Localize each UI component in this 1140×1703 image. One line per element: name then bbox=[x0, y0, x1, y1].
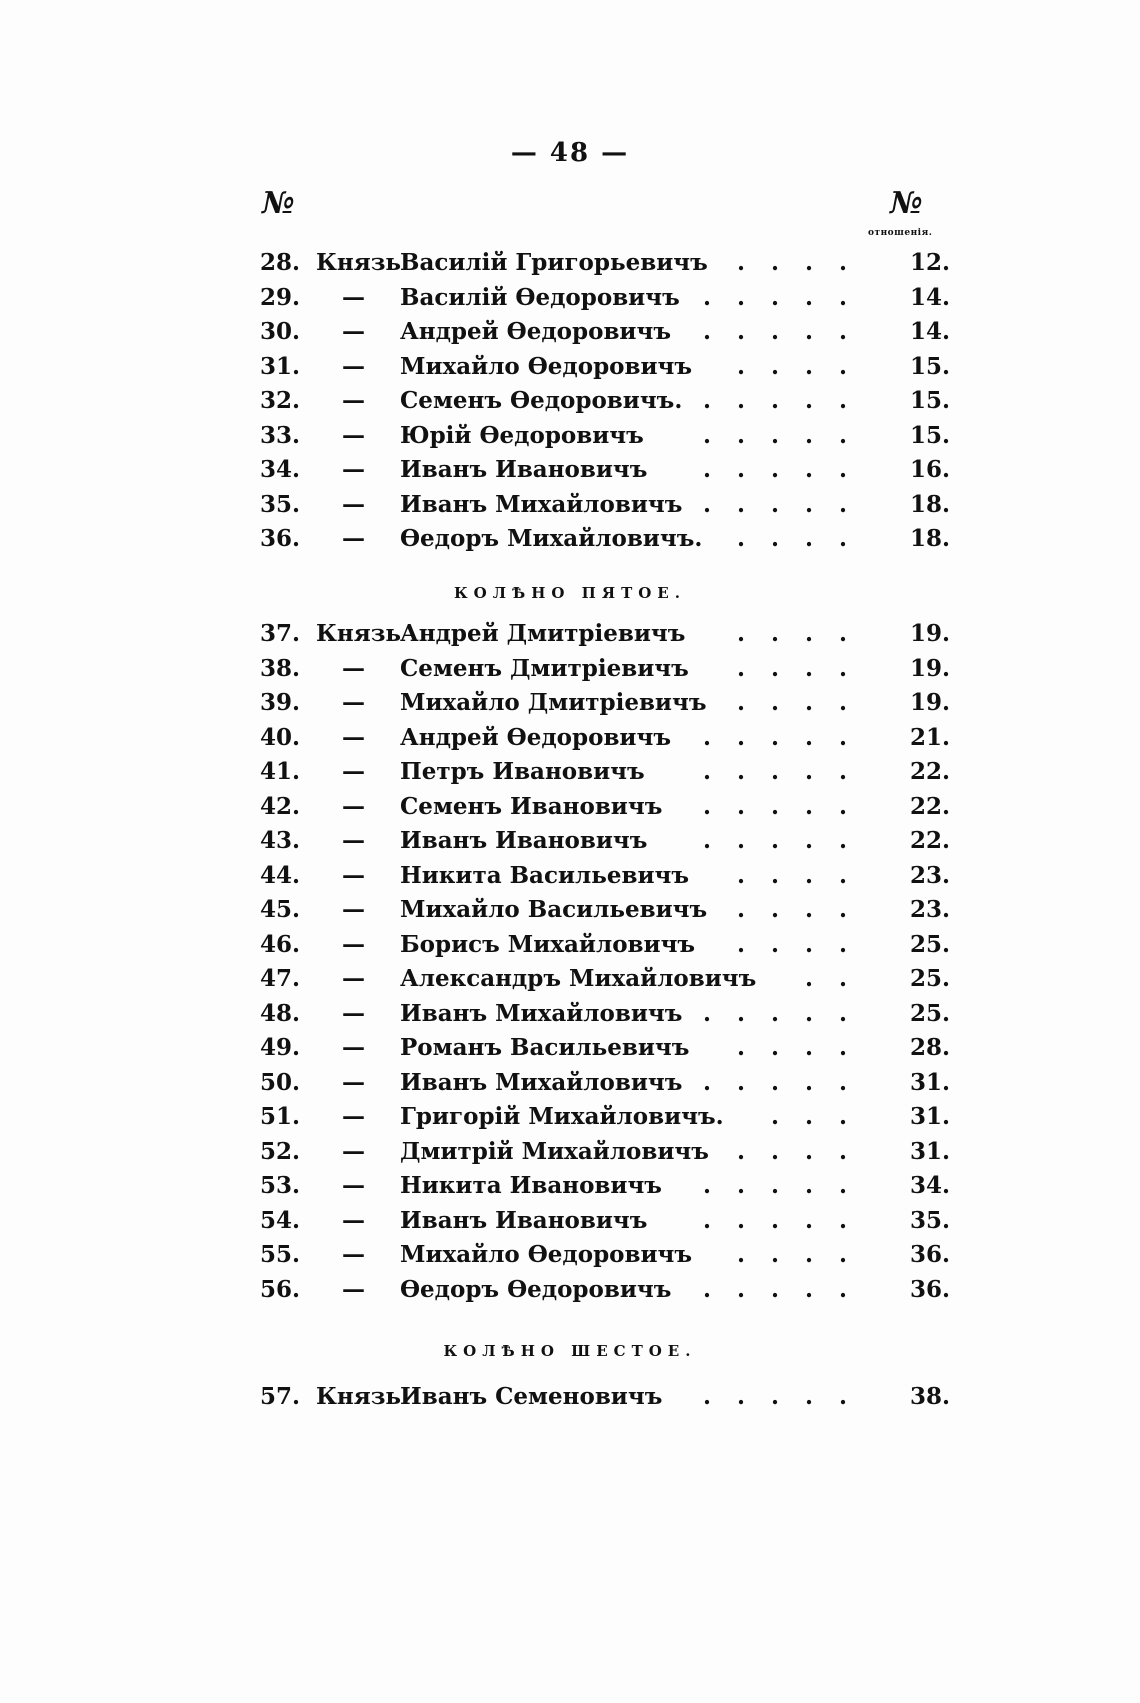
leader-dots: . . . . . bbox=[702, 792, 847, 820]
entry-reference: 19. bbox=[909, 689, 950, 716]
entry-number: 30. bbox=[260, 318, 301, 345]
entry-name: Иванъ Михайловичъ bbox=[400, 1068, 683, 1096]
entry-reference: 35. bbox=[909, 1206, 950, 1234]
entry-row bbox=[260, 350, 950, 384]
leader-dots: . . . . . bbox=[702, 456, 847, 483]
entry-reference: 28. bbox=[909, 1034, 950, 1061]
entry-dash: — bbox=[342, 318, 365, 345]
entry-name: Иванъ Ивановичъ bbox=[400, 456, 648, 483]
entry-dash: — bbox=[342, 1275, 365, 1303]
entry-reference: 34. bbox=[909, 1172, 950, 1199]
entry-row bbox=[260, 488, 950, 522]
entry-title: Князь bbox=[316, 249, 402, 276]
entry-reference: 15. bbox=[909, 352, 950, 380]
entry-name: Семенъ Дмитріевичъ bbox=[400, 654, 689, 682]
leader-dots: . . . . . bbox=[702, 490, 847, 518]
entry-number: 36. bbox=[260, 525, 301, 552]
entry-number: 44. bbox=[260, 861, 301, 889]
leader-dots: . . . . . bbox=[702, 1206, 847, 1234]
page-number: — 48 — bbox=[510, 138, 630, 168]
leader-dots: . . . . bbox=[736, 1137, 847, 1165]
entry-dash: — bbox=[342, 421, 365, 449]
leader-dots: . . . . . bbox=[702, 723, 847, 751]
entry-dash: — bbox=[342, 1137, 365, 1165]
entry-number: 33. bbox=[260, 421, 301, 449]
entry-row bbox=[260, 997, 950, 1031]
entry-dash: — bbox=[342, 758, 365, 785]
entry-row bbox=[260, 315, 950, 349]
entry-number: 55. bbox=[260, 1241, 301, 1268]
entry-name: Андрей Дмитріевичъ bbox=[400, 620, 686, 647]
entry-row bbox=[260, 1100, 950, 1134]
entry-name: Григорій Михайловичъ. bbox=[400, 1103, 724, 1130]
entry-number: 40. bbox=[260, 723, 301, 751]
entry-number: 46. bbox=[260, 930, 301, 958]
entry-number: 45. bbox=[260, 896, 301, 923]
entry-dash: — bbox=[342, 1068, 365, 1096]
leader-dots: . . . . . bbox=[702, 387, 847, 414]
entry-name: Никита Ивановичъ bbox=[400, 1172, 662, 1199]
entry-reference: 12. bbox=[909, 249, 950, 276]
entry-dash: — bbox=[342, 930, 365, 958]
entry-row bbox=[260, 962, 950, 996]
entry-dash: — bbox=[342, 654, 365, 682]
entry-dash: — bbox=[342, 827, 365, 854]
entry-number: 54. bbox=[260, 1206, 301, 1234]
leader-dots: . . . . . bbox=[702, 283, 847, 311]
leader-dots: . . . . bbox=[736, 352, 847, 380]
entry-dash: — bbox=[342, 283, 365, 311]
entry-row bbox=[260, 755, 950, 789]
entry-reference: 25. bbox=[909, 965, 950, 992]
entry-dash: — bbox=[342, 689, 365, 716]
entry-row bbox=[260, 790, 950, 824]
entry-dash: — bbox=[342, 352, 365, 380]
leader-dots: . . . . bbox=[736, 620, 847, 647]
entry-reference: 15. bbox=[909, 387, 950, 414]
entry-reference: 22. bbox=[909, 758, 950, 785]
entry-reference: 19. bbox=[909, 620, 950, 647]
leader-dots: . . . . bbox=[736, 654, 847, 682]
entry-number: 28. bbox=[260, 249, 301, 276]
entry-dash: — bbox=[342, 1241, 365, 1268]
entry-reference: 21. bbox=[909, 723, 950, 751]
entry-reference: 18. bbox=[909, 490, 950, 518]
entry-row bbox=[260, 1066, 950, 1100]
section-heading-fifth: КОЛѢНО ПЯТОЕ. bbox=[454, 584, 686, 602]
entry-name: Өедоръ Өедоровичъ bbox=[400, 1275, 672, 1303]
entry-row bbox=[260, 721, 950, 755]
entry-number: 47. bbox=[260, 965, 301, 992]
leader-dots: . . . . . bbox=[702, 1275, 847, 1303]
entry-reference: 14. bbox=[909, 283, 950, 311]
leader-dots: . . . . . bbox=[702, 1068, 847, 1096]
entry-number: 32. bbox=[260, 387, 301, 414]
entry-number: 29. bbox=[260, 283, 301, 311]
leader-dots: . . . . . bbox=[702, 1172, 847, 1199]
entry-dash: — bbox=[342, 999, 365, 1027]
entry-name: Андрей Өедоровичъ bbox=[400, 318, 671, 345]
entry-row bbox=[260, 1273, 950, 1307]
entry-name: Иванъ Михайловичъ bbox=[400, 999, 683, 1027]
entry-number: 53. bbox=[260, 1172, 301, 1199]
entry-name: Иванъ Семеновичъ bbox=[400, 1383, 663, 1410]
entry-row bbox=[260, 1169, 950, 1203]
leader-dots: . . . . bbox=[736, 930, 847, 958]
entry-number: 48. bbox=[260, 999, 301, 1027]
entry-reference: 25. bbox=[909, 930, 950, 958]
entry-reference: 31. bbox=[909, 1103, 950, 1130]
leader-dots: . . . . . bbox=[702, 827, 847, 854]
leader-dots: . . . . bbox=[736, 861, 847, 889]
entry-row bbox=[260, 419, 950, 453]
leader-dots: . . . . bbox=[736, 896, 847, 923]
entry-number: 57. bbox=[260, 1383, 301, 1410]
entry-name: Михайло Дмитріевичъ bbox=[400, 689, 707, 716]
entry-name: Михайло Өедоровичъ bbox=[400, 352, 693, 380]
entry-name: Семенъ Өедоровичъ. bbox=[400, 387, 683, 414]
entry-reference: 14. bbox=[909, 318, 950, 345]
entry-dash: — bbox=[342, 456, 365, 483]
entry-name: Иванъ Ивановичъ bbox=[400, 1206, 648, 1234]
entry-name: Өедоръ Михайловичъ. bbox=[400, 525, 703, 552]
entry-dash: — bbox=[342, 1034, 365, 1061]
entry-number: 35. bbox=[260, 490, 301, 518]
entry-number: 43. bbox=[260, 827, 301, 854]
entry-row bbox=[260, 859, 950, 893]
entry-number: 38. bbox=[260, 654, 301, 682]
entry-name: Романъ Васильевичъ bbox=[400, 1034, 690, 1061]
entry-row bbox=[260, 453, 950, 487]
entry-number: 52. bbox=[260, 1137, 301, 1165]
leader-dots: . . . . bbox=[736, 525, 847, 552]
entry-row bbox=[260, 824, 950, 858]
entry-number: 42. bbox=[260, 792, 301, 820]
entry-row bbox=[260, 522, 950, 556]
leader-dots: . . . . bbox=[736, 249, 847, 276]
entry-dash: — bbox=[342, 861, 365, 889]
entry-number: 41. bbox=[260, 758, 301, 785]
entry-row bbox=[260, 384, 950, 418]
entry-name: Семенъ Ивановичъ bbox=[400, 792, 663, 820]
leader-dots: . . . . . bbox=[702, 999, 847, 1027]
entry-title: Князь bbox=[316, 620, 402, 647]
entry-number: 31. bbox=[260, 352, 301, 380]
entry-number: 37. bbox=[260, 620, 301, 647]
entry-reference: 18. bbox=[909, 525, 950, 552]
entry-dash: — bbox=[342, 723, 365, 751]
number-sign-right: № bbox=[890, 186, 923, 221]
entry-row bbox=[260, 1204, 950, 1238]
entry-name: Иванъ Ивановичъ bbox=[400, 827, 648, 854]
entry-dash: — bbox=[342, 1172, 365, 1199]
entry-reference: 23. bbox=[909, 861, 950, 889]
entry-row bbox=[260, 246, 950, 280]
entry-number: 50. bbox=[260, 1068, 301, 1096]
entry-reference: 22. bbox=[909, 827, 950, 854]
entry-row bbox=[260, 928, 950, 962]
entry-dash: — bbox=[342, 1103, 365, 1130]
entry-row bbox=[260, 1238, 950, 1272]
entry-dash: — bbox=[342, 1206, 365, 1234]
entry-name: Дмитрій Михайловичъ bbox=[400, 1137, 709, 1165]
entry-row bbox=[260, 652, 950, 686]
entry-name: Никита Васильевичъ bbox=[400, 861, 690, 889]
entry-number: 56. bbox=[260, 1275, 301, 1303]
entry-reference: 22. bbox=[909, 792, 950, 820]
leader-dots: . . . . . bbox=[702, 421, 847, 449]
leader-dots: . . . . bbox=[736, 689, 847, 716]
entry-name: Михайло Васильевичъ bbox=[400, 896, 708, 923]
entry-name: Юрій Өедоровичъ bbox=[400, 421, 644, 449]
entry-dash: — bbox=[342, 896, 365, 923]
leader-dots: . . . . bbox=[736, 1241, 847, 1268]
entry-number: 51. bbox=[260, 1103, 301, 1130]
leader-dots: . . . . . bbox=[702, 758, 847, 785]
entry-name: Михайло Өедоровичъ bbox=[400, 1241, 693, 1268]
entry-dash: — bbox=[342, 490, 365, 518]
entry-dash: — bbox=[342, 387, 365, 414]
entry-row bbox=[260, 1031, 950, 1065]
entry-row bbox=[260, 686, 950, 720]
entry-reference: 36. bbox=[909, 1275, 950, 1303]
entry-reference: 38. bbox=[909, 1383, 950, 1410]
entry-reference: 31. bbox=[909, 1068, 950, 1096]
entry-reference: 36. bbox=[909, 1241, 950, 1268]
leader-dots: . . bbox=[804, 965, 847, 992]
entry-number: 39. bbox=[260, 689, 301, 716]
entry-number: 34. bbox=[260, 456, 301, 483]
leader-dots: . . . . . bbox=[702, 1383, 847, 1410]
leader-dots: . . . . bbox=[736, 1034, 847, 1061]
leader-dots: . . . bbox=[770, 1103, 847, 1130]
entry-name: Василій Григорьевичъ bbox=[400, 249, 708, 276]
reference-column-label: отношенія. bbox=[868, 228, 933, 238]
entry-reference: 15. bbox=[909, 421, 950, 449]
number-sign-left: № bbox=[262, 186, 295, 221]
entry-name: Александръ Михайловичъ bbox=[400, 965, 757, 992]
entry-reference: 25. bbox=[909, 999, 950, 1027]
entry-number: 49. bbox=[260, 1034, 301, 1061]
entry-name: Борисъ Михайловичъ bbox=[400, 930, 696, 958]
entry-row bbox=[260, 617, 950, 651]
entry-row bbox=[260, 1135, 950, 1169]
entry-reference: 23. bbox=[909, 896, 950, 923]
entry-name: Андрей Өедоровичъ bbox=[400, 723, 671, 751]
entry-name: Иванъ Михайловичъ bbox=[400, 490, 683, 518]
section-heading-sixth: КОЛѢНО ШЕСТОЕ. bbox=[443, 1342, 697, 1360]
entry-reference: 16. bbox=[909, 456, 950, 483]
entry-name: Василій Өедоровичъ bbox=[400, 283, 680, 311]
entry-row bbox=[260, 1380, 950, 1414]
entry-reference: 19. bbox=[909, 654, 950, 682]
entry-row bbox=[260, 893, 950, 927]
entry-row bbox=[260, 281, 950, 315]
entry-title: Князь bbox=[316, 1383, 402, 1410]
leader-dots: . . . . . bbox=[702, 318, 847, 345]
entry-reference: 31. bbox=[909, 1137, 950, 1165]
entry-dash: — bbox=[342, 965, 365, 992]
entry-dash: — bbox=[342, 525, 365, 552]
entry-name: Петръ Ивановичъ bbox=[400, 758, 645, 785]
entry-dash: — bbox=[342, 792, 365, 820]
